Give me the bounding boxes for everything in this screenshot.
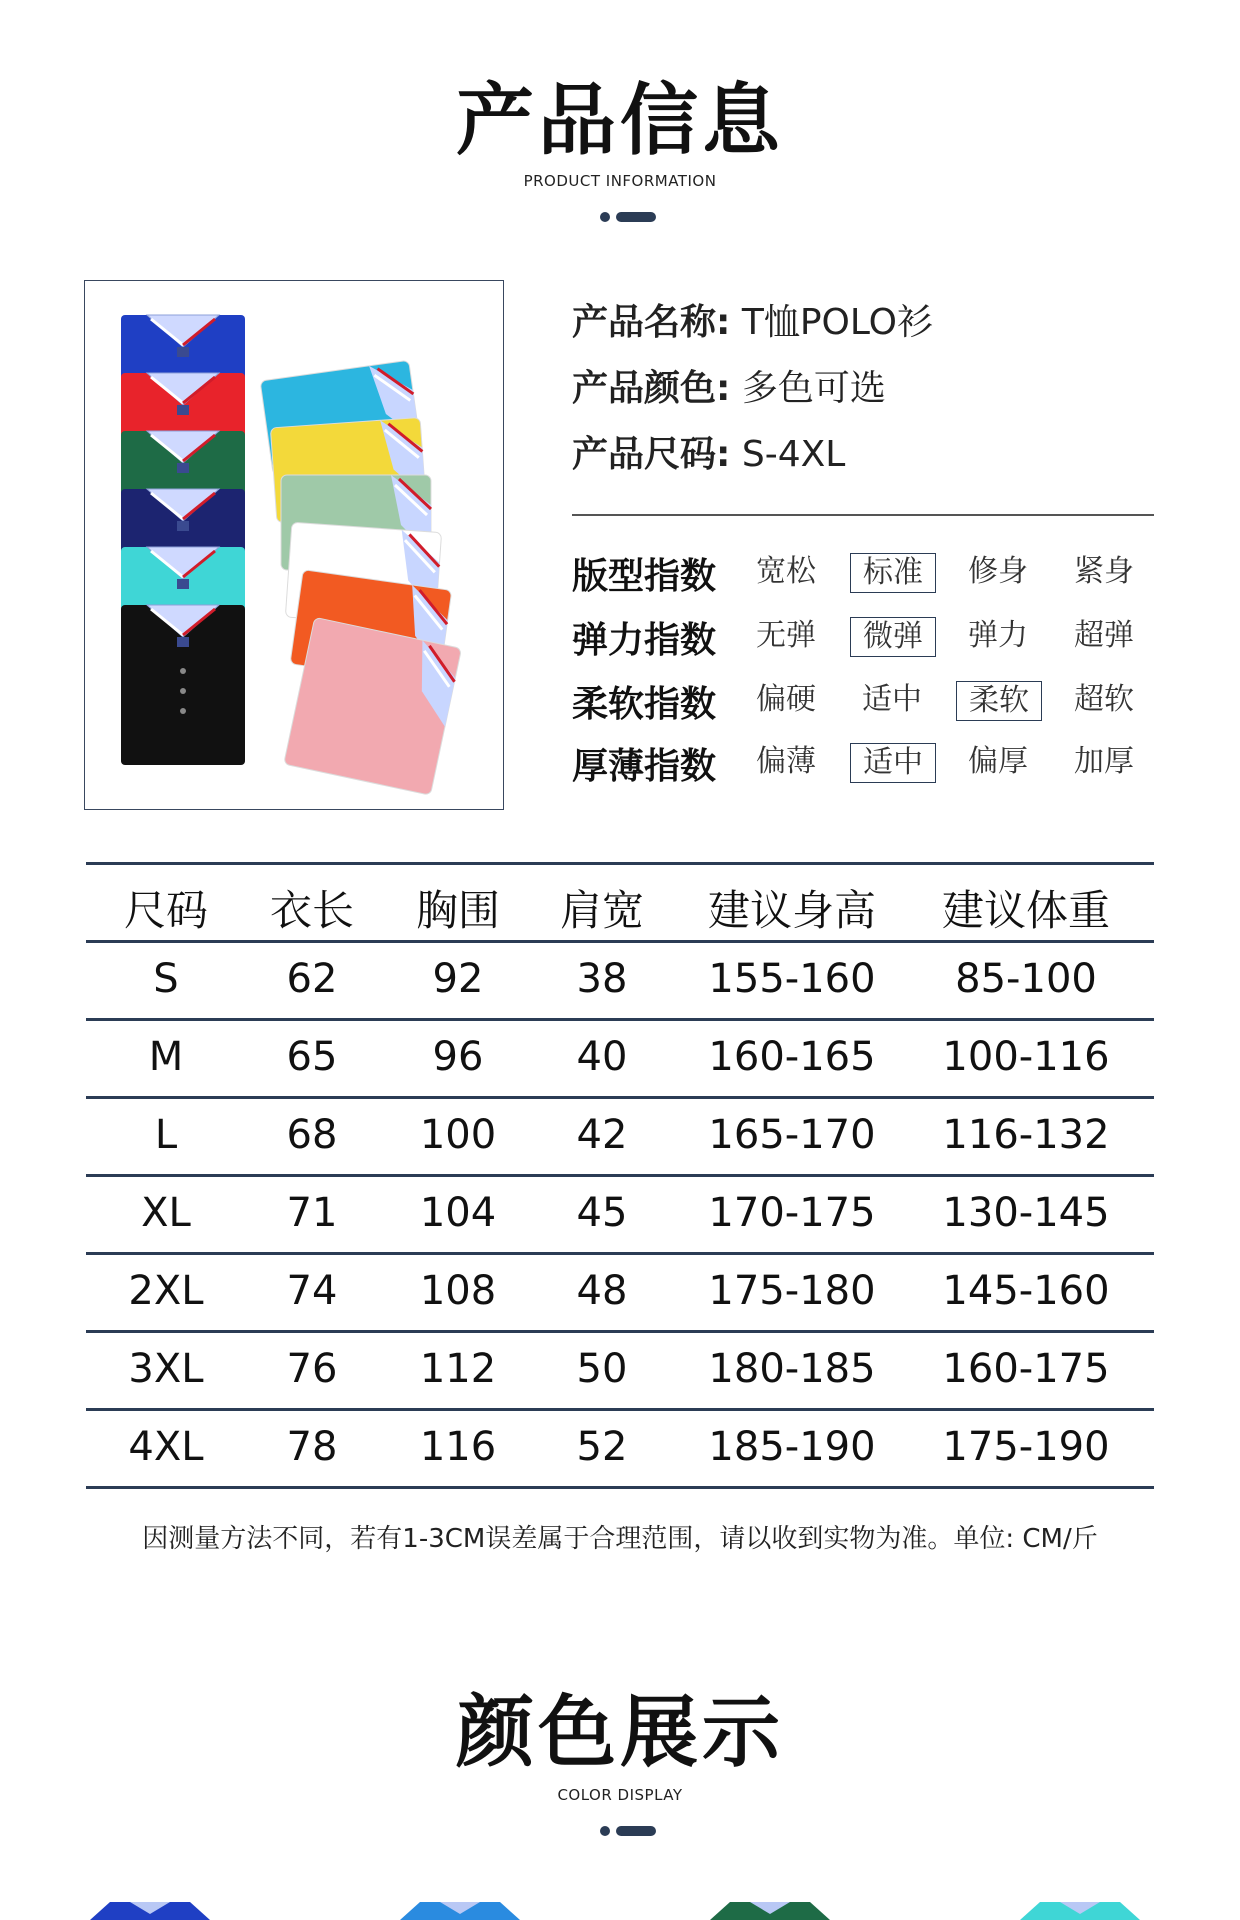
product-color-value: 多色可选 [741, 368, 886, 409]
product-name-line [572, 294, 933, 345]
color-display-subtitle: COLOR DISPLAY [557, 1786, 683, 1804]
table-rule [86, 940, 1154, 943]
thickness-index-label: 厚薄指数 [572, 746, 717, 787]
table-header-cell: 肩宽 [559, 886, 644, 935]
logo-tag [177, 463, 189, 473]
table-cell: 85-100 [955, 956, 1097, 1002]
table-rule [86, 1330, 1154, 1333]
logo-tag [177, 637, 189, 647]
fit-option-selected: 标准 [850, 553, 936, 593]
fanned-shirt [284, 617, 462, 795]
product-info-title: 产品信息 [455, 76, 784, 166]
table-cell: 62 [286, 956, 338, 1002]
logo-tag [177, 521, 189, 531]
product-info-subtitle: PRODUCT INFORMATION [523, 172, 717, 190]
table-cell: 78 [286, 1424, 338, 1470]
elasticity-option: 弹力 [968, 618, 1028, 653]
table-cell: 50 [576, 1346, 628, 1392]
table-cell: 52 [576, 1424, 628, 1470]
table-rule [86, 862, 1154, 865]
table-rule [86, 1174, 1154, 1177]
table-cell: 4XL [128, 1424, 204, 1470]
table-cell: 116 [419, 1424, 497, 1470]
fit-option: 修身 [968, 554, 1028, 589]
stacked-shirt [121, 605, 245, 765]
softness-option: 偏硬 [756, 682, 816, 717]
info-divider [572, 514, 1154, 516]
table-cell: 160-165 [708, 1034, 876, 1080]
color-preview-strip [0, 1890, 1240, 1920]
table-rule [86, 1252, 1154, 1255]
thickness-option: 偏薄 [756, 744, 816, 779]
product-image [84, 280, 504, 810]
table-cell: 108 [419, 1268, 497, 1314]
table-cell: 38 [576, 956, 628, 1002]
table-rule [86, 1096, 1154, 1099]
softness-option-selected: 柔软 [956, 681, 1042, 721]
table-cell: 160-175 [942, 1346, 1110, 1392]
table-cell: M [148, 1034, 184, 1080]
color-display-title: 颜色展示 [455, 1688, 784, 1778]
table-cell: 42 [576, 1112, 628, 1158]
table-cell: 100 [419, 1112, 497, 1158]
shirt-button [180, 708, 186, 714]
table-cell: 71 [286, 1190, 338, 1236]
logo-tag [177, 347, 189, 357]
thickness-option: 偏厚 [968, 744, 1028, 779]
table-cell: 145-160 [942, 1268, 1110, 1314]
product-color-line [572, 360, 886, 411]
table-cell: 2XL [128, 1268, 204, 1314]
thickness-option: 加厚 [1074, 744, 1134, 779]
table-cell: 180-185 [708, 1346, 876, 1392]
table-cell: 45 [576, 1190, 628, 1236]
table-header-cell: 衣长 [269, 886, 354, 935]
table-cell: L [154, 1112, 178, 1158]
softness-option: 超软 [1074, 682, 1134, 717]
elasticity-index-row [572, 612, 1172, 662]
table-cell: 155-160 [708, 956, 876, 1002]
table-cell: 96 [432, 1034, 484, 1080]
table-cell: 104 [419, 1190, 497, 1236]
table-cell: 3XL [128, 1346, 204, 1392]
fit-option: 紧身 [1074, 554, 1134, 589]
color-preview-shirt [90, 1902, 210, 1920]
measurement-note: 因测量方法不同，若有1-3CM误差属于合理范围，请以收到实物为准。单位: CM/斤 [142, 1524, 1098, 1554]
size-table [86, 862, 1154, 1490]
elasticity-index-label: 弹力指数 [572, 620, 717, 661]
table-cell: 48 [576, 1268, 628, 1314]
logo-tag [177, 579, 189, 589]
table-cell: 40 [576, 1034, 628, 1080]
table-rule [86, 1486, 1154, 1489]
softness-option: 适中 [862, 682, 922, 717]
table-cell: 65 [286, 1034, 338, 1080]
table-cell: 100-116 [942, 1034, 1110, 1080]
table-header-cell: 尺码 [123, 886, 208, 935]
title-decoration [0, 212, 1240, 224]
table-cell: 112 [419, 1346, 497, 1392]
shirt-button [180, 688, 186, 694]
table-header-cell: 建议体重 [941, 886, 1110, 935]
table-cell: XL [141, 1190, 191, 1236]
fit-option: 宽松 [756, 554, 816, 589]
softness-index-row [572, 676, 1172, 726]
polo-shirts-illustration [85, 281, 504, 810]
table-header-cell: 胸围 [415, 886, 500, 935]
table-cell: 116-132 [942, 1112, 1110, 1158]
table-cell: 165-170 [708, 1112, 876, 1158]
fit-index-row [572, 548, 1172, 598]
table-cell: 175-180 [708, 1268, 876, 1314]
table-cell: 185-190 [708, 1424, 876, 1470]
fit-index-label: 版型指数 [572, 556, 717, 597]
color-preview-shirt [1020, 1902, 1140, 1920]
color-preview-shirt [710, 1902, 830, 1920]
color-preview-shirt [400, 1902, 520, 1920]
table-header-cell: 建议身高 [707, 886, 876, 935]
product-size-value: S-4XL [741, 434, 846, 475]
table-rule [86, 1018, 1154, 1021]
shirt-button [180, 668, 186, 674]
title-decoration [0, 1826, 1240, 1838]
table-cell: 170-175 [708, 1190, 876, 1236]
elasticity-option: 超弹 [1074, 618, 1134, 653]
product-name-label: 产品名称: [572, 302, 731, 343]
thickness-index-row [572, 738, 1172, 788]
product-color-label: 产品颜色: [572, 368, 731, 409]
table-cell: 175-190 [942, 1424, 1110, 1470]
product-name-value: T恤POLO衫 [741, 302, 934, 343]
product-size-line [572, 426, 845, 477]
table-cell: 68 [286, 1112, 338, 1158]
table-cell: 74 [286, 1268, 338, 1314]
table-cell: 76 [286, 1346, 338, 1392]
table-cell: 92 [432, 956, 484, 1002]
softness-index-label: 柔软指数 [572, 684, 717, 725]
table-cell: S [153, 956, 179, 1002]
table-cell: 130-145 [942, 1190, 1110, 1236]
thickness-option-selected: 适中 [850, 743, 936, 783]
table-rule [86, 1408, 1154, 1411]
logo-tag [177, 405, 189, 415]
product-size-label: 产品尺码: [572, 434, 731, 475]
elasticity-option-selected: 微弹 [850, 617, 936, 657]
elasticity-option: 无弹 [756, 618, 816, 653]
